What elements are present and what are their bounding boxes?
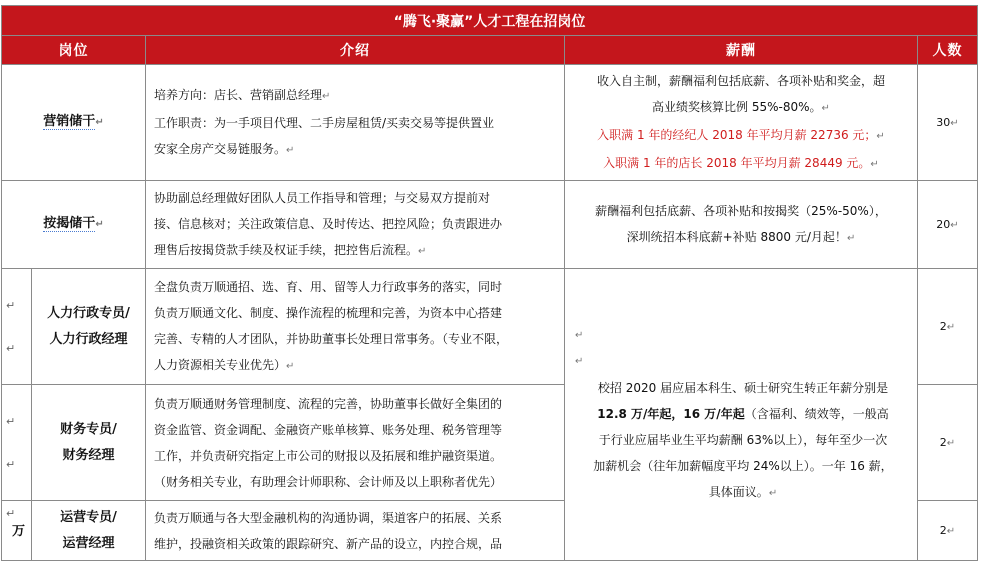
salary-highlight: 入职满 1 年的经纪人 2018 年平均月薪 22736 元； xyxy=(597,127,877,142)
header-salary: 薪酬 xyxy=(565,36,918,65)
salary-line: 收入自主制，薪酬福利包括底薪、各项补贴和奖金，超 xyxy=(596,73,885,88)
intro-line: 资金监管、资金调配、金融资产账单核算、账务处理、税务管理等 xyxy=(154,422,503,437)
intro-line: 维护，投融资相关政策的跟踪研究、新产品的设立，内控合规，品 xyxy=(154,536,503,551)
position-name: 人力行政专员/ xyxy=(47,305,130,321)
count-cell xyxy=(918,65,978,181)
position-name: 人力行政经理 xyxy=(49,331,128,347)
intro-line: 人力资源相关专业优先） xyxy=(154,357,287,372)
header-count: 人数 xyxy=(918,36,978,65)
return-mark: ↵ xyxy=(6,457,16,471)
intro-line: 工作职责：为一手项目代理、二手房屋租赁/买卖交易等提供置业 xyxy=(154,115,495,130)
edge-cell xyxy=(2,269,32,385)
salary-line: 深圳统招本科底薪+补贴 8800 元/月起！ xyxy=(626,229,847,244)
salary-line: 加薪机会（往年加薪幅度平均 24%以上）。一年 16 薪， xyxy=(593,458,893,473)
intro-line: 安家全房产交易链服务。 xyxy=(154,141,287,156)
position-name: 运营专员/ xyxy=(60,509,117,525)
intro-line: 工作，并负责研究指定上市公司的财报以及拓展和维护融资渠道。 xyxy=(154,448,503,463)
salary-line: 薪酬福利包括底薪、各项补贴和按揭奖（25%-50%）， xyxy=(595,203,887,218)
salary-cell xyxy=(565,181,918,269)
intro-line: 协助副总经理做好团队人员工作指导和管理；与交易双方提前对 xyxy=(154,190,491,205)
count-cell xyxy=(918,501,978,561)
count-value: 20 xyxy=(936,218,951,231)
edge-cell xyxy=(2,501,32,561)
return-mark: ↵ xyxy=(575,355,584,367)
position-cell xyxy=(32,501,146,561)
table-row xyxy=(2,65,978,181)
table-row xyxy=(2,181,978,269)
intro-line: 理售后按揭贷款手续及权证手续，把控售后流程。 xyxy=(154,242,419,257)
position-name: 营销储干 xyxy=(43,114,96,129)
return-mark: ↵ xyxy=(286,360,295,372)
intro-line: 负责万顺通文化、制度、操作流程的梳理和完善，为资本中心搭建 xyxy=(154,305,503,320)
return-mark: ↵ xyxy=(946,526,956,537)
count-cell xyxy=(918,269,978,385)
recruitment-table xyxy=(1,5,978,561)
return-mark: ↵ xyxy=(286,144,295,156)
return-mark: ↵ xyxy=(768,487,778,499)
position-name: 运营经理 xyxy=(62,535,115,551)
return-mark: ↵ xyxy=(6,507,16,520)
intro-line: 培养方向：店长、营销副总经理 xyxy=(154,87,323,102)
salary-line: 于行业应届毕业生平均薪酬 63%以上），每年至少一次 xyxy=(598,432,888,447)
return-mark: ↵ xyxy=(6,414,16,428)
position-name: 财务经理 xyxy=(62,447,115,463)
position-cell xyxy=(2,181,146,269)
salary-emphasis: 12.8 万/年起，16 万/年起 xyxy=(597,406,745,421)
count-value: 30 xyxy=(936,116,951,129)
intro-cell xyxy=(146,385,565,501)
count-value: 2 xyxy=(939,320,947,333)
edge-cell xyxy=(2,385,32,501)
intro-line: 接、信息核对；关注政策信息、及时传达、把控风险；负责跟进办 xyxy=(154,216,503,231)
return-mark: ↵ xyxy=(6,298,16,312)
intro-line: （财务相关专业，有助理会计师职称、会计师及以上职称者优先） xyxy=(154,474,503,489)
intro-line: 全盘负责万顺通招、选、育、用、留等人力行政事务的落实，同时 xyxy=(154,279,503,294)
return-mark: ↵ xyxy=(870,158,879,170)
table-title: “腾飞·聚赢”人才工程在招岗位 xyxy=(2,6,978,36)
intro-line: 负责万顺通与各大型金融机构的沟通协调，渠道客户的拓展、关系 xyxy=(154,510,503,525)
intro-line: 负责万顺通财务管理制度、流程的完善，协助董事长做好全集团的 xyxy=(154,396,503,411)
position-name: 财务专员/ xyxy=(60,421,117,437)
return-mark: ↵ xyxy=(95,117,104,128)
return-mark: ↵ xyxy=(322,90,331,102)
salary-line: 高业绩奖核算比例 55%-80%。 xyxy=(652,99,822,114)
return-mark: ↵ xyxy=(575,329,584,341)
salary-line: 校招 2020 届应届本科生、硕士研究生转正年薪分别是 xyxy=(597,380,889,395)
salary-highlight: 入职满 1 年的店长 2018 年平均月薪 28449 元。 xyxy=(603,155,871,170)
intro-line: 完善、专精的人才团队，并协助董事长处理日常事务。（专业不限， xyxy=(154,331,509,346)
return-mark: ↵ xyxy=(946,438,956,449)
salary-line: 具体面议。 xyxy=(708,484,769,499)
position-cell xyxy=(32,385,146,501)
position-cell xyxy=(2,65,146,181)
count-value: 2 xyxy=(939,524,947,537)
count-cell xyxy=(918,181,978,269)
return-mark: ↵ xyxy=(821,102,830,114)
return-mark: ↵ xyxy=(876,130,885,142)
count-cell xyxy=(918,385,978,501)
intro-cell xyxy=(146,65,565,181)
return-mark: ↵ xyxy=(6,341,16,355)
shared-salary-cell xyxy=(565,269,918,561)
header-position: 岗位 xyxy=(2,36,146,65)
return-mark: ↵ xyxy=(846,232,856,244)
count-value: 2 xyxy=(939,436,947,449)
side-fragment: 万 xyxy=(12,524,26,539)
return-mark: ↵ xyxy=(950,220,959,231)
position-cell xyxy=(32,269,146,385)
salary-line: （含福利、绩效等，一般高 xyxy=(744,406,889,421)
table-row xyxy=(2,269,978,385)
return-mark: ↵ xyxy=(950,118,959,129)
salary-cell xyxy=(565,65,918,181)
return-mark: ↵ xyxy=(946,322,956,333)
return-mark: ↵ xyxy=(418,245,427,257)
intro-cell xyxy=(146,501,565,561)
intro-cell xyxy=(146,269,565,385)
intro-cell xyxy=(146,181,565,269)
position-name: 按揭储干 xyxy=(43,216,96,231)
return-mark: ↵ xyxy=(95,219,104,230)
header-intro: 介绍 xyxy=(146,36,565,65)
